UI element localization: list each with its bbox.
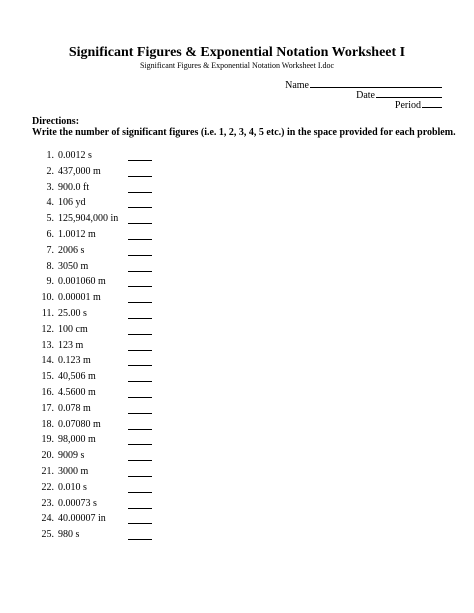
problem-number: 17. xyxy=(41,402,54,414)
answer-blank[interactable] xyxy=(128,286,152,287)
problem-quantity: 2006 s xyxy=(58,244,85,256)
problem-quantity: 900.0 ft xyxy=(58,181,90,193)
problem-quantity: 0.00073 s xyxy=(58,497,97,509)
document-filename: Significant Figures & Exponential Notation Worksheet I.doc xyxy=(139,61,335,70)
problem-item xyxy=(32,513,232,529)
problem-item xyxy=(32,308,232,324)
problem-quantity: 9009 s xyxy=(58,450,85,462)
problem-quantity: 0.010 s xyxy=(58,481,87,493)
problem-item xyxy=(32,419,232,435)
period-field xyxy=(395,98,442,112)
answer-blank[interactable] xyxy=(128,350,152,351)
problem-quantity: 100 cm xyxy=(58,323,88,335)
problem-quantity: 0.0012 s xyxy=(58,150,92,161)
problem-quantity: 0.001060 m xyxy=(58,276,106,288)
answer-blank[interactable] xyxy=(128,523,152,524)
problem-quantity: 437,000 m xyxy=(58,165,101,177)
answer-blank[interactable] xyxy=(128,460,152,461)
problem-item xyxy=(32,434,232,450)
problem-quantity: 40,506 m xyxy=(58,371,96,383)
problem-number: 13. xyxy=(41,339,54,351)
problem-item xyxy=(32,150,232,166)
problem-number: 12. xyxy=(41,323,54,335)
problem-quantity: 0.123 m xyxy=(58,355,91,367)
problem-item xyxy=(32,166,232,182)
problem-number: 19. xyxy=(41,434,54,446)
problem-quantity: 3050 m xyxy=(58,260,89,272)
problem-number: 6. xyxy=(46,228,54,240)
problem-number: 15. xyxy=(41,371,54,383)
problem-number: 8. xyxy=(46,260,54,272)
problem-number: 21. xyxy=(41,465,54,477)
answer-blank[interactable] xyxy=(128,176,152,177)
answer-blank[interactable] xyxy=(128,223,152,224)
answer-blank[interactable] xyxy=(128,302,152,303)
answer-blank[interactable] xyxy=(128,539,152,540)
problem-number: 5. xyxy=(46,213,54,225)
problem-number: 11. xyxy=(41,307,54,319)
problem-number: 23. xyxy=(41,497,54,509)
problem-item xyxy=(32,292,232,308)
date-label: Date xyxy=(356,90,375,101)
answer-blank[interactable] xyxy=(128,413,152,414)
directions-heading: Directions: xyxy=(32,116,80,127)
problem-quantity: 0.078 m xyxy=(58,402,91,414)
problem-quantity: 980 s xyxy=(58,529,80,541)
problem-item xyxy=(32,529,232,545)
problem-number: 22. xyxy=(41,481,54,493)
answer-blank[interactable] xyxy=(128,397,152,398)
problem-number: 20. xyxy=(41,450,54,462)
problem-item xyxy=(32,261,232,277)
answer-blank[interactable] xyxy=(128,318,152,319)
problem-item xyxy=(32,276,232,292)
problem-item xyxy=(32,371,232,387)
answer-blank[interactable] xyxy=(128,192,152,193)
answer-blank[interactable] xyxy=(128,444,152,445)
problem-quantity: 0.00001 m xyxy=(58,292,101,304)
answer-blank[interactable] xyxy=(128,365,152,366)
problem-quantity: 25.00 s xyxy=(58,307,87,319)
answer-blank[interactable] xyxy=(128,492,152,493)
problem-item xyxy=(32,229,232,245)
problem-item xyxy=(32,403,232,419)
problem-item xyxy=(32,466,232,482)
answer-blank[interactable] xyxy=(128,255,152,256)
answer-blank[interactable] xyxy=(128,381,152,382)
problem-quantity: 106 yd xyxy=(58,197,86,209)
name-blank[interactable] xyxy=(310,78,442,88)
problem-list xyxy=(32,150,232,545)
period-label: Period xyxy=(394,100,421,111)
problem-item xyxy=(32,450,232,466)
problem-quantity: 0.07080 m xyxy=(58,418,101,430)
answer-blank[interactable] xyxy=(128,334,152,335)
problem-number: 25. xyxy=(41,529,54,541)
answer-blank[interactable] xyxy=(128,429,152,430)
answer-blank[interactable] xyxy=(128,207,152,208)
answer-blank[interactable] xyxy=(128,476,152,477)
problem-number: 3. xyxy=(46,181,54,193)
problem-item xyxy=(32,340,232,356)
problem-item xyxy=(32,355,232,371)
problem-quantity: 4.5600 m xyxy=(58,386,96,398)
problem-number: 4. xyxy=(46,197,54,209)
answer-blank[interactable] xyxy=(128,160,152,161)
problem-item xyxy=(32,324,232,340)
problem-quantity: 3000 m xyxy=(58,465,89,477)
problem-number: 7. xyxy=(46,244,54,256)
answer-blank[interactable] xyxy=(128,271,152,272)
problem-item xyxy=(32,498,232,514)
page-title: Significant Figures & Exponential Notation Worksheet I xyxy=(68,45,406,60)
answer-blank[interactable] xyxy=(128,239,152,240)
problem-number: 16. xyxy=(41,386,54,398)
problem-quantity: 98,000 m xyxy=(58,434,96,446)
problem-item xyxy=(32,387,232,403)
period-blank[interactable] xyxy=(422,98,442,108)
name-label: Name xyxy=(285,80,309,91)
problem-number: 18. xyxy=(41,418,54,430)
problem-item xyxy=(32,245,232,261)
problem-quantity: 40.00007 in xyxy=(58,513,106,525)
problem-item xyxy=(32,213,232,229)
answer-blank[interactable] xyxy=(128,508,152,509)
problem-number: 2. xyxy=(46,165,54,177)
problem-number: 1. xyxy=(46,150,54,161)
problem-quantity: 125,904,000 in xyxy=(58,213,119,225)
problem-item xyxy=(32,182,232,198)
problem-number: 14. xyxy=(41,355,54,367)
problem-number: 9. xyxy=(46,276,54,288)
directions-text: Write the number of significant figures (i.e. 1, 2, 3, 4, 5 etc.) in the space provided for each problem. xyxy=(32,127,456,138)
problem-quantity: 123 m xyxy=(58,339,84,351)
problem-item xyxy=(32,482,232,498)
date-blank[interactable] xyxy=(376,88,442,98)
problem-number: 24. xyxy=(41,513,54,525)
problem-number: 10. xyxy=(41,292,54,304)
problem-quantity: 1.0012 m xyxy=(58,228,96,240)
problem-item xyxy=(32,197,232,213)
